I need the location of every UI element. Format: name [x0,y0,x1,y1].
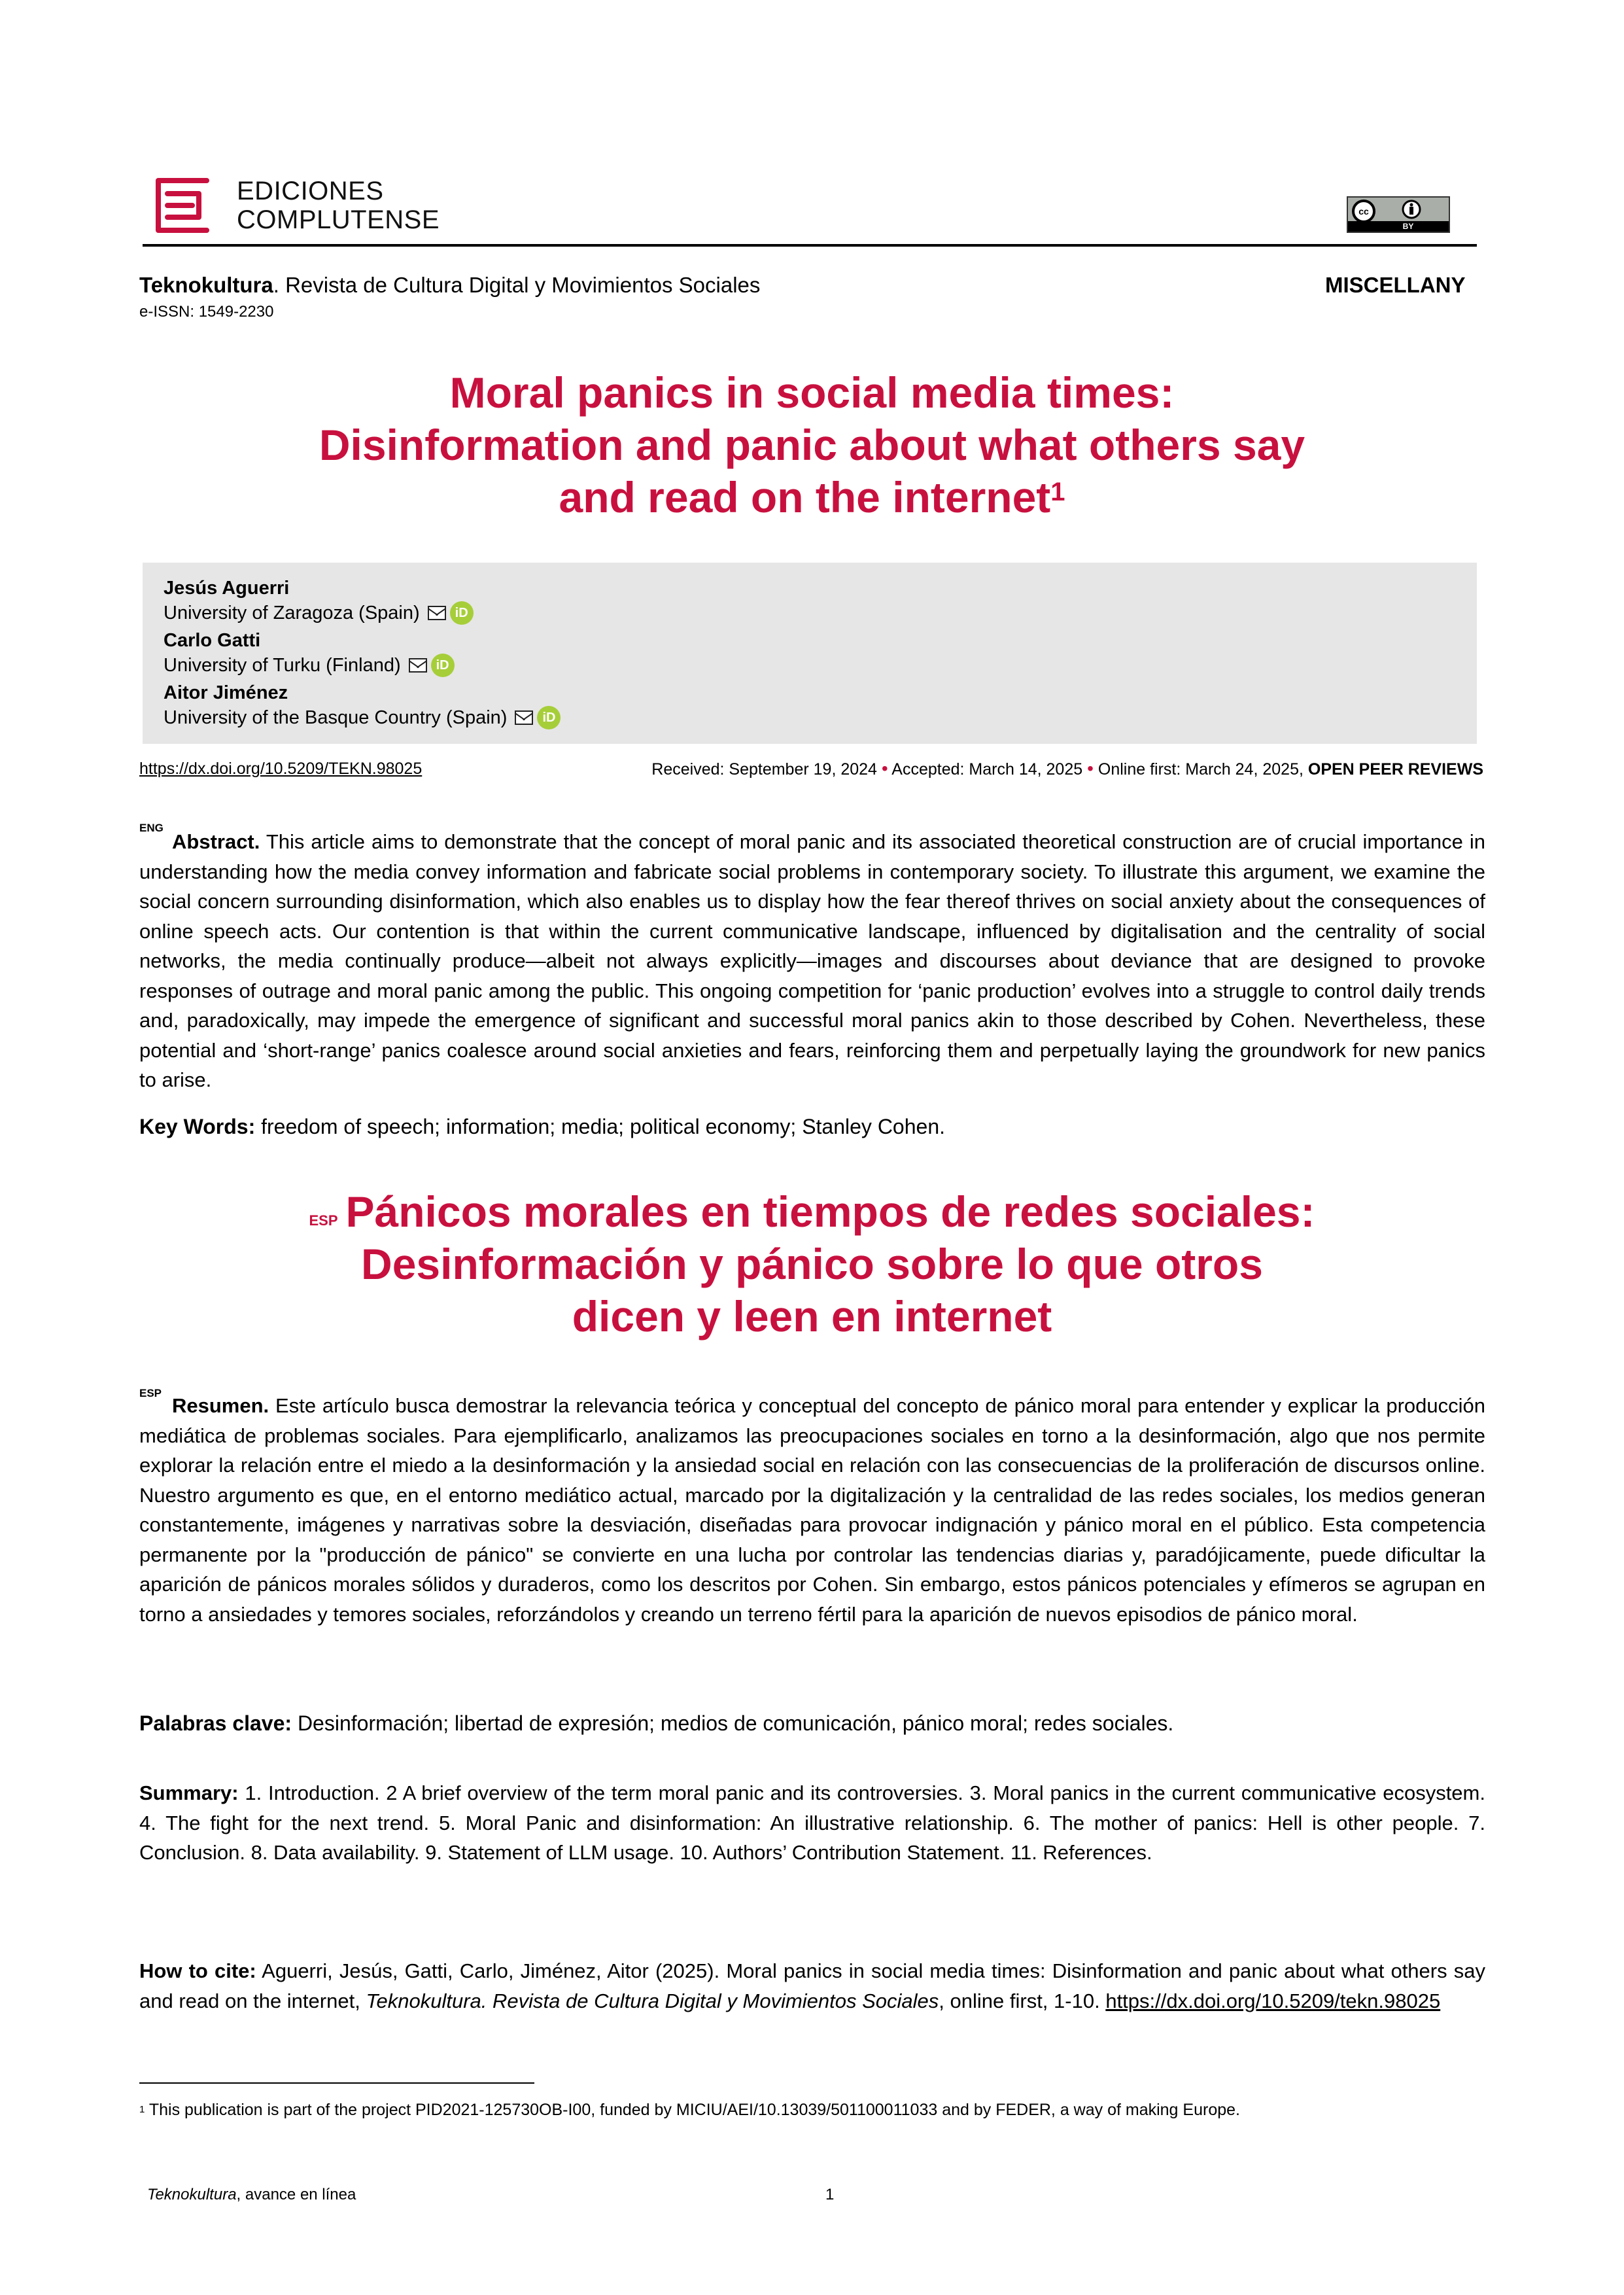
lang-tag-eng: ENG [139,822,164,834]
title-en-line-2: Disinformation and panic about what others say [319,421,1305,469]
doi-link[interactable]: https://dx.doi.org/10.5209/TEKN.98025 [139,760,423,778]
abstract-text: This article aims to demonstrate that the concept of moral panic and its associated theoretical construction are of crucial importance in understanding how the media convey information and fabricate social problems in contemporary society. To illustrate this argument, we examine the social concern surrounding disinformation, which also enables us to display how the fear thereof thrives on social anxiety about the consequences of online speech acts. Our contention is that within the current communicative landscape, influenced by digitalisation and the centrality of social networks, the media continually produce—albeit not always explicitly—images and discourses about deviance that are designed to provoke responses of outrage and moral panic among the public. This ongoing competition for ‘panic production’ evolves into a struggle to control daily trends and, paradoxically, may impede the emergence of significant and successful moral panics akin to those described by Cohen. Nevertheless, these potential and ‘short-range’ panics coalesce around social anxieties and fears, reinforcing them and perpetually laying the groundwork for new panics to arise. [139,830,1486,1091]
issn: e-ISSN: 1549-2230 [139,303,274,321]
journal-title [139,272,760,298]
citation-authors: Aguerri, Jesús, Gatti, Carlo, Jiménez, Aitor (2025). [262,1959,720,1982]
summary-text: 1. Introduction. 2 A brief overview of the term moral panic and its controversies. 3. Moral panics in the current communicative ecosystem. 4. The fight for the next trend. 5. Moral Panic and disinformation: An illustrative relationship. 6. The mother of panics: Hell is other people. 7. Conclusion. 8. Data availability. 9. Statement of LLM usage. 10. Authors’ Contribution Statement. 11. References. [139,1781,1485,1864]
author-entry [164,576,474,625]
footnote-divider [139,2082,534,2084]
how-to-cite [139,1956,1485,2016]
abstract-en [139,827,1485,1095]
footnote-text: This publication is part of the project PID2021-125730OB-I00, funded by MICIU/AEI/10.13039/501100011033 and by FEDER, a way of making Europe. [148,2101,1240,2119]
publisher-line-1: EDICIONES [237,177,384,205]
ediciones-complutense-logo-icon [156,178,211,233]
palabras-clave-text: Desinformación; libertad de expresión; medios de comunicación, pánico moral; redes sociales. [297,1711,1174,1735]
email-icon[interactable] [409,658,427,673]
page-number: 1 [825,2186,835,2203]
attribution-person-icon [1402,200,1421,219]
keywords-es [139,1709,1485,1738]
received-date: Received: September 19, 2024 [651,760,877,779]
page-footer-journal [147,2185,356,2205]
section-label: MISCELLANY [1325,273,1466,297]
footnote [139,2100,1240,2120]
title-es-line-2: Desinformación y pánico sobre lo que otros [361,1240,1263,1288]
svg-text:cc: cc [1358,206,1369,217]
author-entry [164,680,561,730]
online-first-date: Online first: March 24, 2025, [1097,760,1304,779]
citation-journal: Teknokultura. Revista de Cultura Digital y Movimientos Sociales [366,1989,939,2012]
summary [139,1778,1485,1868]
accepted-date: Accepted: March 14, 2025 [891,760,1083,779]
citation-tail: , online first, 1-10. [939,1989,1100,2012]
palabras-clave-label: Palabras clave: [139,1711,292,1735]
abstract-label: Abstract. [172,830,260,853]
author-name: Aitor Jiménez [164,682,288,703]
bullet-separator: • [1087,758,1094,779]
title-es-line-1: Pánicos morales en tiempos de redes sociales: [345,1187,1315,1236]
bullet-separator: • [881,758,888,779]
footer-suffix: , avance en línea [236,2186,356,2203]
orcid-icon[interactable]: iD [537,706,561,729]
author-name: Carlo Gatti [164,630,261,651]
lang-tag-esp: ESP [139,1387,162,1399]
authors-box [143,563,1477,744]
title-es-line-3: dicen y leen en internet [572,1292,1052,1340]
publication-dates [651,759,1483,779]
citation-doi-link[interactable]: https://dx.doi.org/10.5209/tekn.98025 [1105,1989,1441,2012]
license-by-label: BY [1348,221,1449,232]
title-footnote-mark[interactable]: 1 [1050,478,1065,506]
how-to-cite-label: How to cite: [139,1959,256,1982]
footnote-mark: 1 [139,2104,145,2115]
title-en-line-3: and read on the internet [559,473,1051,521]
summary-label: Summary: [139,1781,239,1804]
author-name: Jesús Aguerri [164,578,290,599]
cc-icon [1352,200,1375,223]
author-entry [164,628,455,678]
lang-tag-esp: ESP [309,1212,338,1229]
resumen-text: Este artículo busca demostrar la relevancia teórica y conceptual del concepto de pánico moral para entender y explicar la producción mediática de problemas sociales. Para ejemplificarlo, analizamos las preocupaciones sociales en torno a la desinformación, algo que nos permite explorar la relación entre el miedo a la desinformación y la ansiedad social en relación con las consecuencias de la proliferación de discursos online. Nuestro argumento es que, en el entorno mediático actual, marcado por la digitalización y la centralidad de las redes sociales, los medios generan constantemente, imágenes y narrativas sobre la desviación, diseñadas para provocar indignación y pánico moral en el público. Esta competencia permanente por la "producción de pánico" se convierte en una lucha por controlar las tendencias diarias y, paradójicamente, puede dificultar la aparición de pánicos morales sólidos y duraderos, como los descritos por Cohen. Sin embargo, estos pánicos potenciales y efímeros se agrupan en torno a ansiedades y temores sociales, reforzándolos y creando un terreno fértil para la aparición de nuevos episodios de pánico moral. [139,1394,1486,1626]
publisher-line-2: COMPLUTENSE [237,205,440,234]
citation-title: Moral panics in social media times: Disinformation and panic about what others say and read on the internet, [139,1959,1485,2012]
author-affiliation: University of Turku (Finland) [164,655,401,676]
title-en-line-1: Moral panics in social media times: [449,368,1175,417]
article-title-en [131,366,1493,523]
journal-subtitle: . Revista de Cultura Digital y Movimientos Sociales [273,273,761,297]
email-icon[interactable] [515,710,533,725]
keywords-text: freedom of speech; information; media; political economy; Stanley Cohen. [261,1115,945,1138]
footer-journal-name: Teknokultura [147,2186,237,2203]
cc-by-license-badge[interactable] [1347,196,1450,233]
author-affiliation: University of Zaragoza (Spain) [164,603,420,623]
publisher-name [237,177,440,234]
keywords-en [139,1112,1485,1141]
journal-name: Teknokultura [139,273,273,297]
open-peer-reviews-label: OPEN PEER REVIEWS [1307,760,1483,779]
abstract-es [139,1391,1485,1629]
orcid-icon[interactable]: iD [431,654,455,677]
orcid-icon[interactable]: iD [450,601,474,625]
header-divider [143,244,1477,247]
article-title-es [131,1185,1493,1342]
resumen-label: Resumen. [172,1394,269,1417]
email-icon[interactable] [428,606,446,620]
author-affiliation: University of the Basque Country (Spain) [164,707,508,728]
keywords-label: Key Words: [139,1115,256,1138]
